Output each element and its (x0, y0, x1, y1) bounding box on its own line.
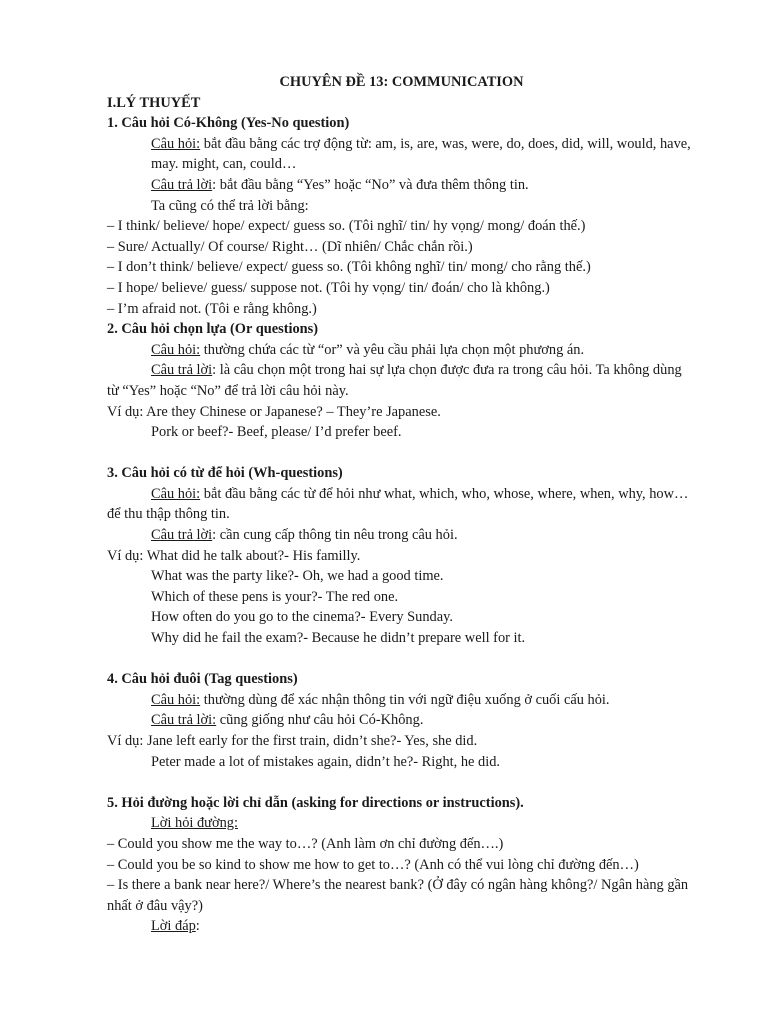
list-item: – I’m afraid not. (Tôi e rằng không.) (107, 300, 317, 317)
list-item: – Is there a bank near here?/ Where’s the nearest bank? (Ở đây có ngân hàng không?/ Ngân hàng gần nhất ở đâu vậy?) (107, 877, 689, 914)
document-title: CHUYÊN ĐỀ 13: COMMUNICATION (279, 74, 524, 90)
section-4-heading: 4. Câu hỏi đuôi (Tag questions) (107, 671, 298, 688)
example-line: Which of these pens is your?- The red one. (151, 588, 399, 605)
list-item: – Could you show me the way to…? (Anh làm ơn chỉ đường đến….) (107, 835, 504, 852)
section-1-also: Ta cũng có thể trả lời bằng: (151, 197, 309, 214)
example-line: Peter made a lot of mistakes again, didn’t he?- Right, he did. (151, 753, 501, 770)
section-1-heading: 1. Câu hỏi Có-Không (Yes-No question) (107, 115, 350, 132)
example-line: Why did he fail the exam?- Because he didn’t prepare well for it. (151, 630, 526, 647)
spacer (107, 443, 696, 464)
example-line: Ví dụ: Are they Chinese or Japanese? – They’re Japanese. (107, 403, 441, 420)
list-item: – Sure/ Actually/ Of course/ Right… (Dĩ nhiên/ Chắc chắn rồi.) (107, 238, 473, 255)
section-2-answer (107, 360, 696, 401)
example-line: Ví dụ: Jane left early for the first train, didn’t she?- Yes, she did. (107, 733, 478, 749)
question-text: bắt đầu bằng các từ để hỏi như what, which, who, whose, where, when, why, how…để thu thập thông tin. (107, 485, 689, 523)
section-5-heading: 5. Hỏi đường hoặc lời chỉ dẫn (asking for directions or instructions). (107, 794, 524, 811)
answer-text: : bắt đầu bằng “Yes” hoặc “No” và đưa thêm thông tin. (212, 176, 529, 193)
answer-text: cũng giống như câu hỏi Có-Không. (216, 712, 424, 729)
section-2-heading: 2. Câu hỏi chọn lựa (Or questions) (107, 321, 319, 338)
section-1-question (107, 134, 696, 175)
question-text: bắt đầu bằng các trợ động từ: am, is, are, was, were, do, does, did, will, would, have, may. might, can, could… (151, 135, 691, 173)
question-text: thường chứa các từ “or” và yêu cầu phải lựa chọn một phương án. (200, 341, 585, 358)
section-3-heading: 3. Câu hỏi có từ để hỏi (Wh-questions) (107, 465, 343, 482)
ask-directions-label: Lời hỏi đường: (151, 815, 238, 832)
example-line: How often do you go to the cinema?- Every Sunday. (151, 609, 453, 626)
question-label: Câu hỏi: (151, 341, 201, 358)
section-3-answer (107, 525, 696, 546)
answer-label: Câu trả lời (151, 362, 213, 379)
section-3-question (107, 484, 696, 525)
question-text: thường dùng để xác nhận thông tin với ngữ điệu xuống ở cuối cấu hỏi. (200, 691, 610, 708)
reply-label: Lời đáp: (151, 918, 200, 935)
example-line: What was the party like?- Oh, we had a good time. (151, 568, 444, 585)
example-line: Pork or beef?- Beef, please/ I’d prefer beef. (151, 424, 402, 441)
spacer (107, 649, 696, 670)
list-item: – I hope/ believe/ guess/ suppose not. (Tôi hy vọng/ tin/ đoán/ cho là không.) (107, 279, 550, 296)
question-label: Câu hỏi: (151, 485, 201, 502)
list-item: – I think/ believe/ hope/ expect/ guess so. (Tôi nghĩ/ tin/ hy vọng/ mong/ đoán thế.) (107, 218, 586, 235)
list-item: – I don’t think/ believe/ expect/ guess so. (Tôi không nghĩ/ tin/ mong/ cho rằng thế.) (107, 259, 591, 276)
answer-label: Câu trả lời (151, 527, 213, 544)
answer-label: Câu trả lời (151, 176, 213, 193)
answer-text: : cần cung cấp thông tin nêu trong câu hỏi. (212, 527, 458, 544)
section-1-answer (107, 175, 696, 196)
answer-label: Câu trả lời: (151, 712, 217, 729)
spacer (107, 772, 696, 793)
question-label: Câu hỏi: (151, 691, 201, 708)
list-item: – Could you be so kind to show me how to get to…? (Anh có thể vui lòng chỉ đường đến…) (107, 856, 639, 873)
example-line: Ví dụ: What did he talk about?- His familly. (107, 547, 361, 564)
section-4-question (107, 690, 696, 711)
question-label: Câu hỏi: (151, 135, 201, 152)
part-heading: I.LÝ THUYẾT (107, 94, 201, 111)
answer-text: : là câu chọn một trong hai sự lựa chọn được đưa ra trong câu hỏi. Ta không dùng từ “Yes” hoặc “No” để trả lời câu hỏi này. (107, 362, 682, 399)
section-4-answer (107, 710, 696, 731)
section-2-question (107, 340, 696, 361)
